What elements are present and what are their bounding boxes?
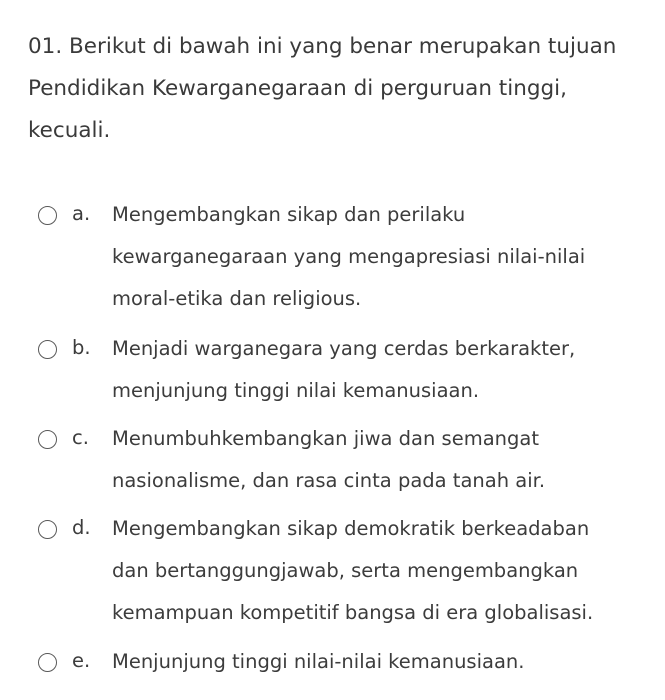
option-letter: e. <box>72 649 91 672</box>
option-letter: c. <box>72 426 89 449</box>
option-text <box>112 418 652 502</box>
radio-button-b[interactable] <box>38 340 57 359</box>
radio-button-c[interactable] <box>38 430 57 449</box>
option-text-line: nasionalisme, dan rasa cinta pada tanah air. <box>112 469 546 492</box>
option-b[interactable] <box>36 328 656 412</box>
option-text-line: Mengembangkan sikap demokratik berkeadaban <box>112 517 590 540</box>
option-text <box>112 641 652 683</box>
radio-button-e[interactable] <box>38 653 57 672</box>
option-text-line: Menjadi warganegara yang cerdas berkarakter, <box>112 337 576 360</box>
option-text <box>112 328 652 412</box>
option-text <box>112 194 652 320</box>
radio-button-a[interactable] <box>38 206 57 225</box>
question-line: kecuali. <box>28 118 111 143</box>
option-e[interactable] <box>36 641 656 683</box>
option-text-line: dan bertanggungjawab, serta mengembangkan <box>112 559 579 582</box>
option-d[interactable] <box>36 508 656 634</box>
option-c[interactable] <box>36 418 656 502</box>
option-text-line: Menumbuhkembangkan jiwa dan semangat <box>112 427 539 450</box>
option-a[interactable] <box>36 194 656 320</box>
option-text-line: kewarganegaraan yang mengapresiasi nilai-nilai <box>112 245 586 268</box>
option-letter: b. <box>72 336 91 359</box>
option-text-line: moral-etika dan religious. <box>112 287 362 310</box>
option-letter: a. <box>72 202 91 225</box>
option-text <box>112 508 652 634</box>
question-line: 01. Berikut di bawah ini yang benar merupakan tujuan <box>28 34 617 59</box>
option-letter: d. <box>72 516 91 539</box>
option-text-line: Menjunjung tinggi nilai-nilai kemanusiaan. <box>112 650 525 673</box>
option-text-line: kemampuan kompetitif bangsa di era globalisasi. <box>112 601 594 624</box>
option-text-line: menjunjung tinggi nilai kemanusiaan. <box>112 379 480 402</box>
radio-button-d[interactable] <box>38 520 57 539</box>
option-text-line: Mengembangkan sikap dan perilaku <box>112 203 466 226</box>
question-line: Pendidikan Kewarganegaraan di perguruan tinggi, <box>28 76 567 101</box>
